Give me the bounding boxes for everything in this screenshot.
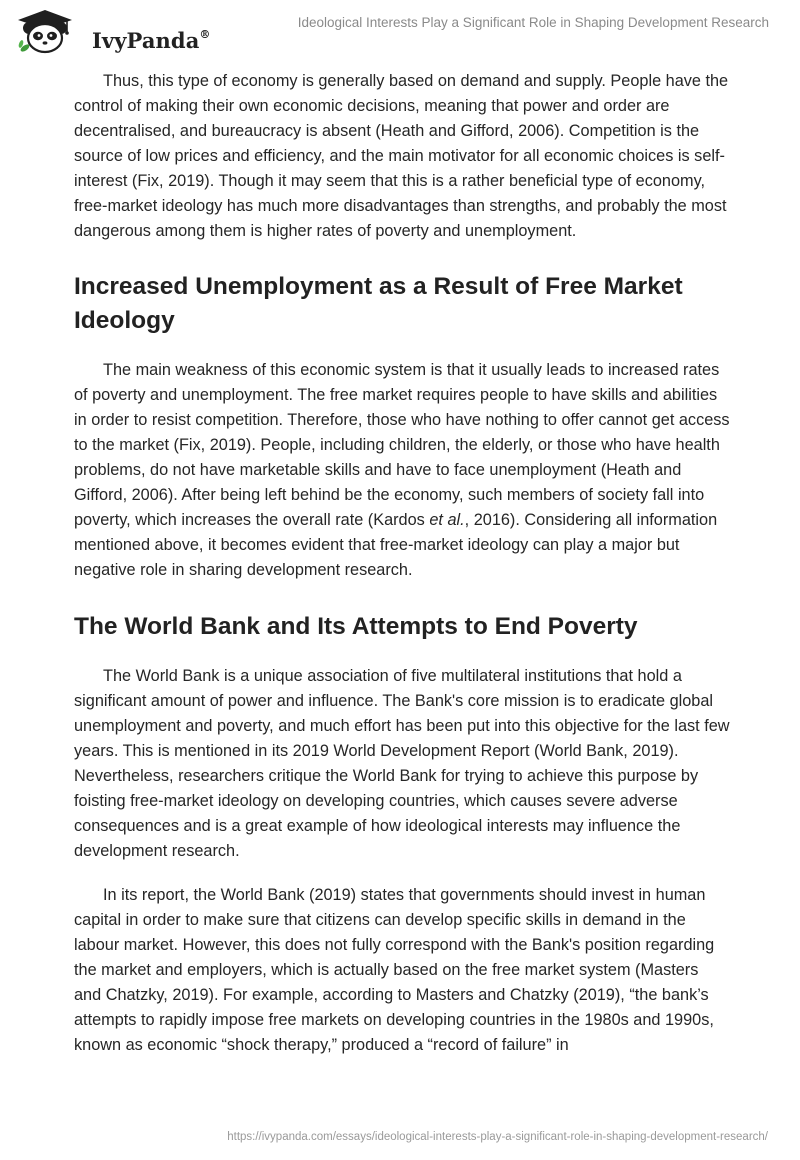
- section-heading-unemployment: Increased Unemployment as a Result of Free Market Ideology: [74, 273, 683, 334]
- paragraph-1: Thus, this type of economy is generally based on demand and supply. People have the control of making their own economic decisions, meaning that power and order are decentralised, and bureaucracy is absent (Heath and Gifford, 2006). Competition is the source of low prices and efficiency, and the main motivator for all economic choices is self-interest (Fix, 2019). Though it may seem that this is a rather beneficial type of economy, free-market ideology has much more disadvantages than strengths, and probably the most dangerous among them is higher rates of poverty and unemployment.: [74, 72, 729, 240]
- ivypanda-logo[interactable]: [14, 8, 211, 54]
- paragraph-3: The World Bank is a unique association of five multilateral institutions that hold a significant amount of power and influence. The Bank's core mission is to eradicate global unemployment and poverty, and much effort has been put into this objective for the last few years. This is mentioned in its 2019 World Development Report (World Bank, 2019). Nevertheless, researchers critique the World Bank for trying to achieve this purpose by foisting free-market ideology on developing countries, which causes severe adverse consequences and is a great example of how ideological interests may influence the development research.: [74, 667, 730, 860]
- panda-mascot-icon: [14, 8, 76, 54]
- source-url-link[interactable]: https://ivypanda.com/essays/ideological-interests-play-a-significant-role-in-shaping-development-research/: [227, 1131, 768, 1143]
- et-al-italic: et al.: [429, 511, 465, 529]
- paragraph-4: In its report, the World Bank (2019) states that governments should invest in human capital in order to make sure that citizens can develop specific skills in demand in the labour market. However, this does not fully correspond with the Bank's position regarding the market and employers, which is actually based on the free market system (Masters and Chatzky, 2019). For example, according to Masters and Chatzky (2019), “the bank’s attempts to rapidly impose free markets on developing countries in the 1980s and 1990s, known as economic “shock therapy,” produced a “record of failure” in: [74, 886, 715, 1054]
- essay-content: [74, 69, 730, 1077]
- page-header: [0, 0, 800, 60]
- paragraph-2: The main weakness of this economic system is that it usually leads to increased rates of poverty and unemployment. The free market requires people to have skills and abilities in order to resist competition. Therefore, those who have nothing to offer cannot get access to the market (Fix, 2019). People, including children, the elderly, or those who have health problems, do not have marketable skills and have to face unemployment (Heath and Gifford, 2006). After being left behind be the economy, such members of society fall into poverty, which increases the overall rate (Kardos et al., 2016). Considering all information mentioned above, it becomes evident that free-market ideology can play a major but negative role in sharing development research.: [74, 361, 730, 579]
- brand-name: IvyPanda®: [92, 28, 211, 53]
- section-heading-world-bank: The World Bank and Its Attempts to End Poverty: [74, 613, 638, 640]
- document-title: Ideological Interests Play a Significant Role in Shaping Development Research: [297, 15, 769, 30]
